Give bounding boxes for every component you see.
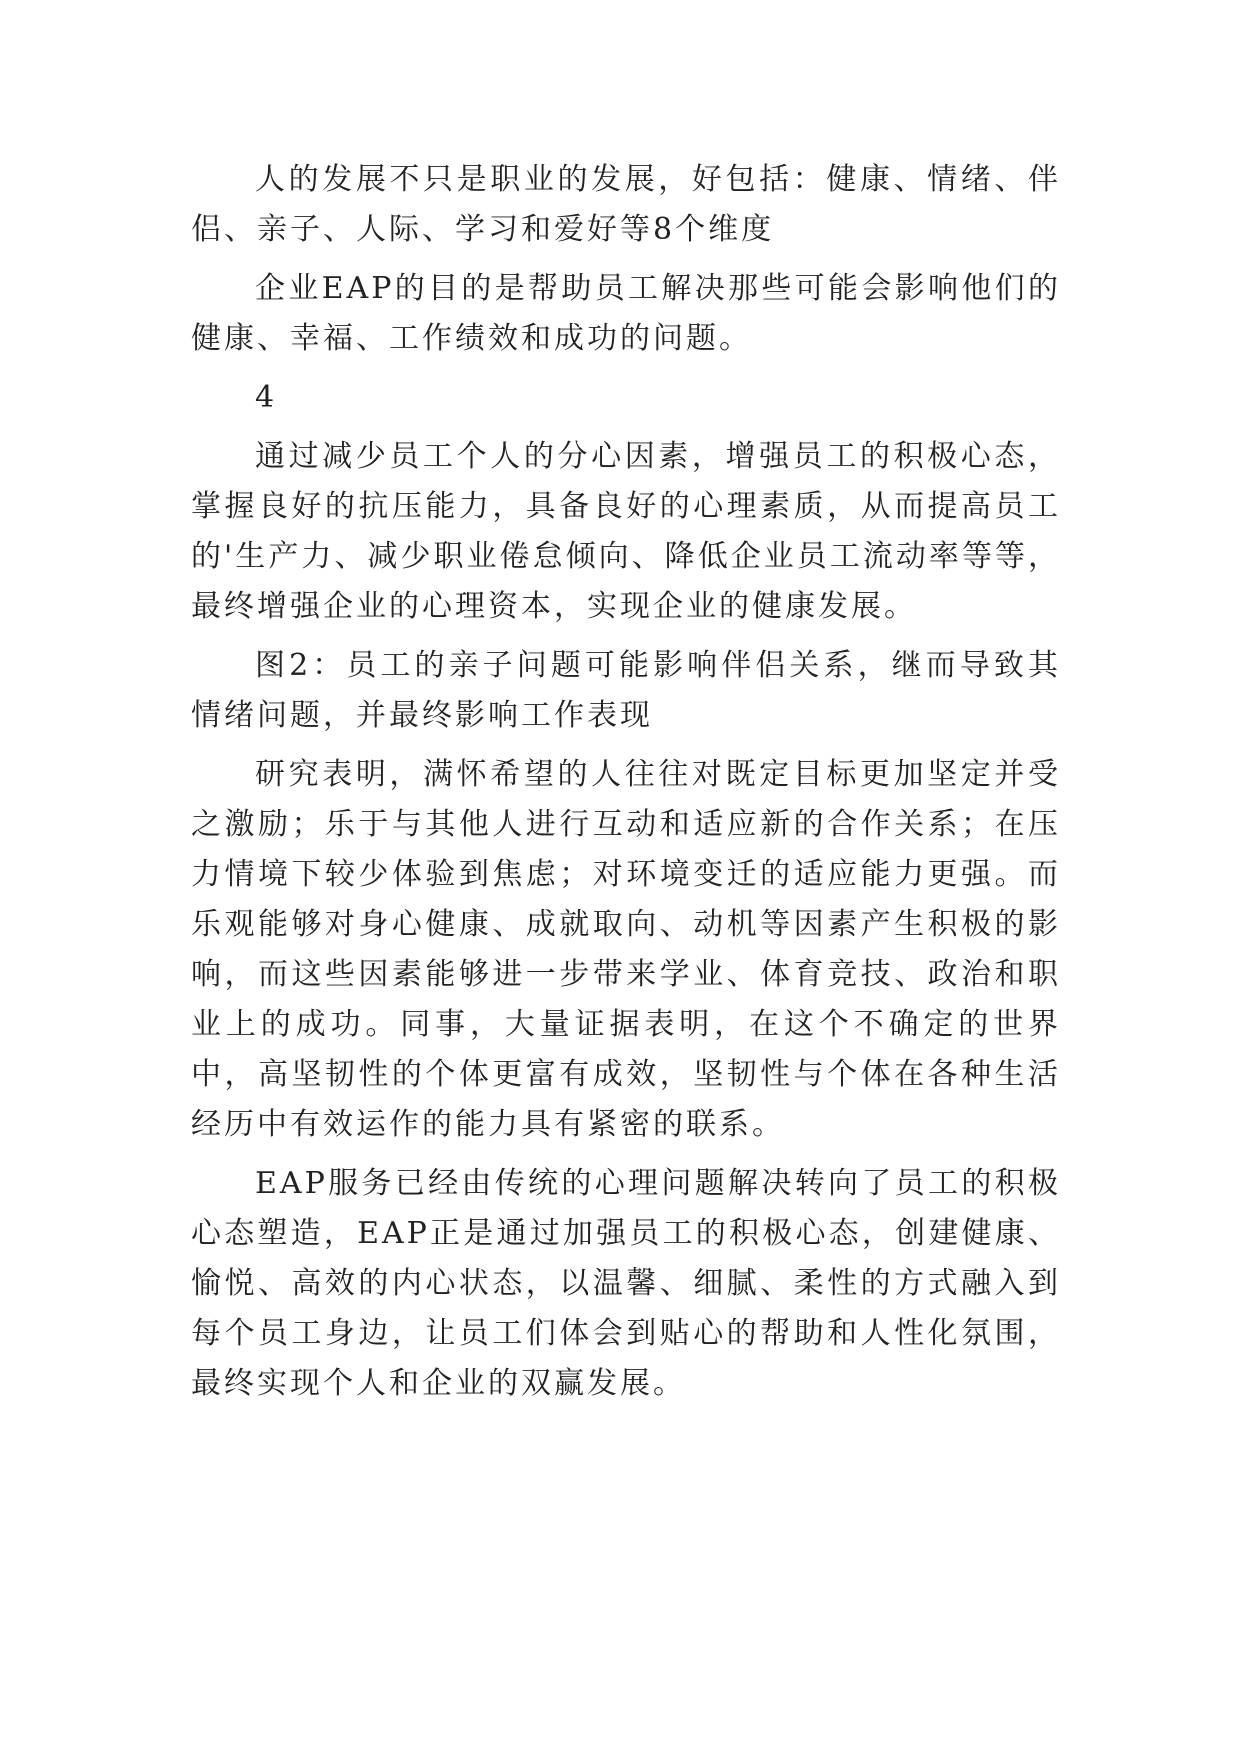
paragraph-eap-service: EAP服务已经由传统的心理问题解决转向了员工的积极心态塑造，EAP正是通过加强员工的积极心态，创建健康、愉悦、高效的内心状态，以温馨、细腻、柔性的方式融入到每个员工身边，让员工们体会到贴心的帮助和人性化氛围，最终实现个人和企业的双赢发展。 [191,1166,1061,1401]
paragraph-reduce-distraction: 通过减少员工个人的分心因素，增强员工的积极心态，掌握良好的抗压能力，具备良好的心理素质，从而提高员工的'生产力、减少职业倦怠倾向、降低企业员工流动率等等，最终增强企业的心理资本，实现企业的健康发展。 [191,439,1061,624]
paragraph-eap-purpose: 企业EAP的目的是帮助员工解决那些可能会影响他们的健康、幸福、工作绩效和成功的问题。 [191,271,1061,356]
document-body [191,155,1061,1418]
paragraph-research: 研究表明，满怀希望的人往往对既定目标更加坚定并受之激励；乐于与其他人进行互动和适应新的合作关系；在压力情境下较少体验到焦虑；对环境变迁的适应能力更强。而乐观能够对身心健康、成就取向、动机等因素产生积极的影响，而这些因素能够进一步带来学业、体育竞技、政治和职业上的成功。同事，大量证据表明，在这个不确定的世界中，高坚韧性的个体更富有成效，坚韧性与个体在各种生活经历中有效运作的能力具有紧密的联系。 [191,757,1061,1142]
paragraph-development-dimensions: 人的发展不只是职业的发展，好包括：健康、情绪、伴侣、亲子、人际、学习和爱好等8个维度 [191,162,1061,247]
paragraph-number: 4 [255,380,278,415]
figure-caption: 图2：员工的亲子问题可能影响伴侣关系，继而导致其情绪问题，并最终影响工作表现 [191,648,1061,733]
